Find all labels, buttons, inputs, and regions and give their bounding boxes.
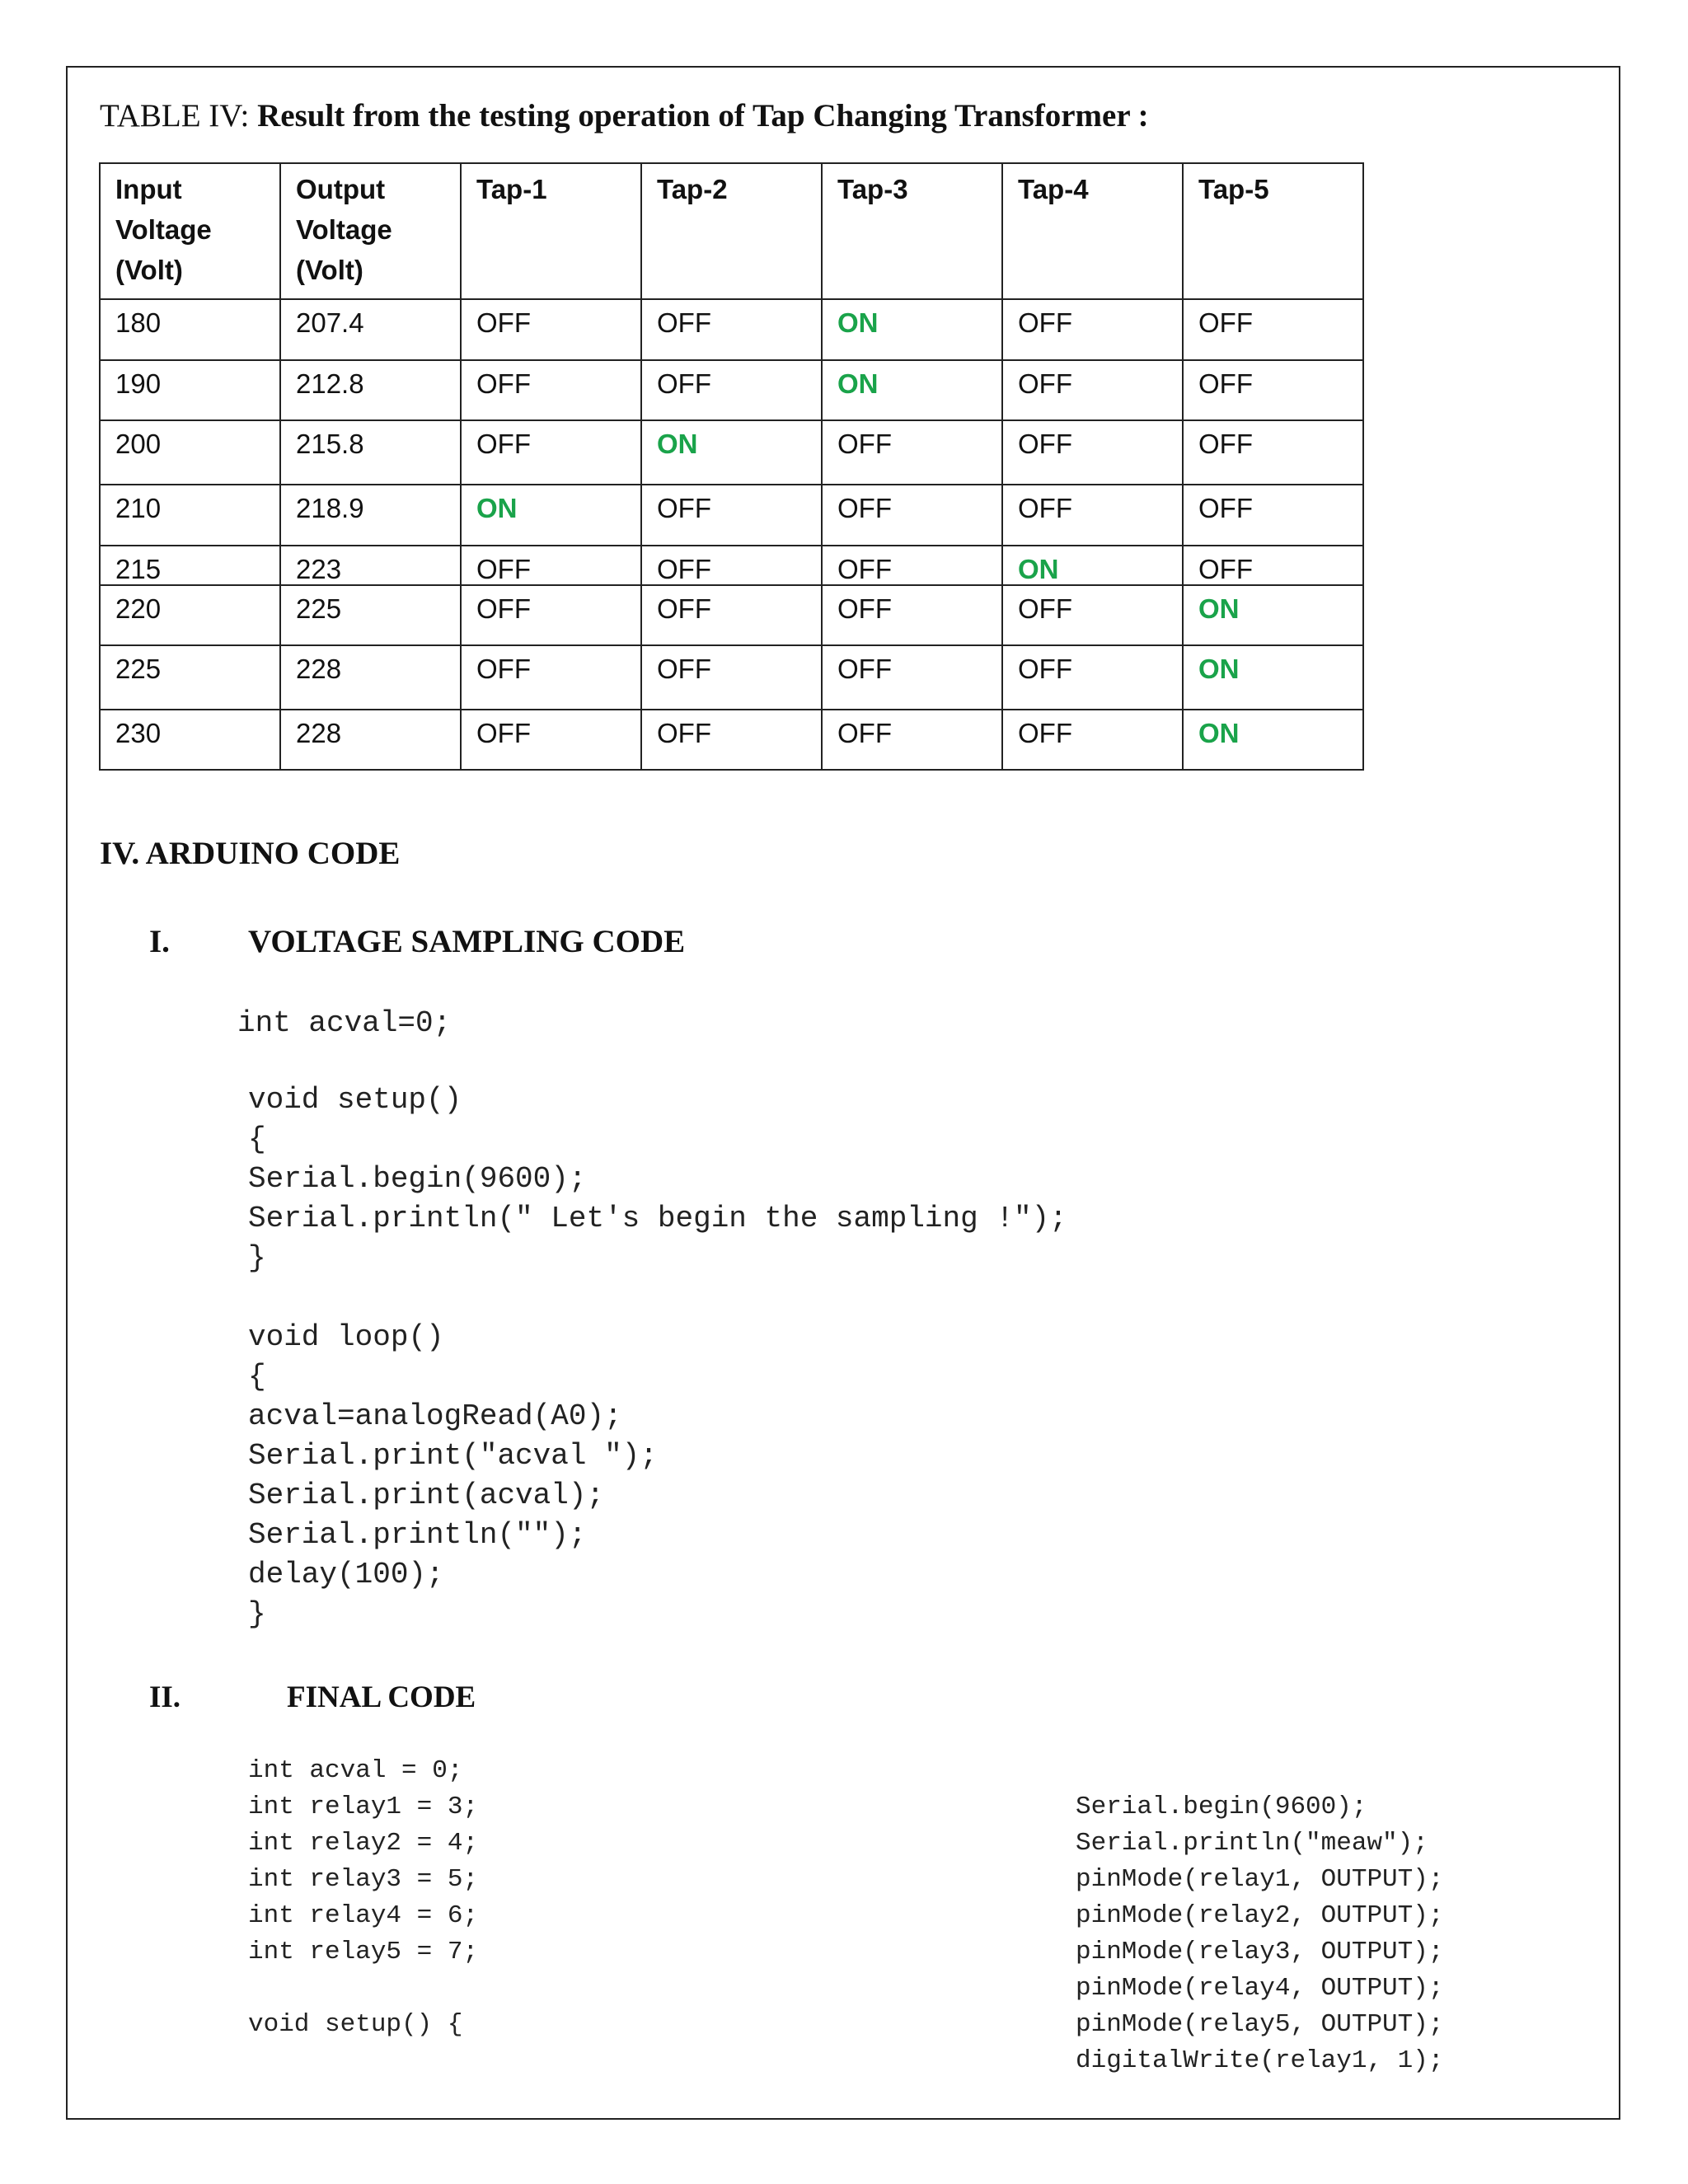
table-caption-title: Result from the testing operation of Tap Changing Transformer : (257, 98, 1149, 134)
cell-tap-4: OFF (1002, 645, 1183, 710)
code-line: pinMode(relay2, OUTPUT); (1076, 1901, 1444, 1930)
cell-input-voltage: 215 (100, 546, 280, 585)
table-row (100, 420, 1363, 485)
cell-output-voltage: 218.9 (280, 485, 461, 546)
cell-tap-5: OFF (1183, 299, 1363, 360)
cell-input-voltage: 200 (100, 420, 280, 485)
cell-tap-4: OFF (1002, 299, 1183, 360)
code-line: Serial.print(acval); (248, 1479, 605, 1512)
code-line: pinMode(relay3, OUTPUT); (1076, 1938, 1444, 1966)
cell-tap-3: OFF (822, 585, 1002, 645)
cell-input-voltage: 225 (100, 645, 280, 710)
header-tap-4: Tap-4 (1002, 163, 1183, 299)
cell-tap-3: OFF (822, 420, 1002, 485)
cell-tap-5: ON (1183, 585, 1363, 645)
table-row (100, 585, 1363, 645)
cell-tap-1: OFF (461, 420, 641, 485)
final-code-left-column (248, 1753, 478, 2043)
cell-input-voltage: 180 (100, 299, 280, 360)
cell-tap-2: OFF (641, 485, 822, 546)
cell-input-voltage: 220 (100, 585, 280, 645)
code-line: } (248, 1597, 266, 1631)
code-sample-declaration: int acval=0; (237, 1006, 452, 1040)
header-output-voltage: Output Voltage (Volt) (280, 163, 461, 299)
cell-tap-3: OFF (822, 645, 1002, 710)
cell-tap-3: OFF (822, 710, 1002, 770)
header-input-voltage: Input Voltage (Volt) (100, 163, 280, 299)
subsection-2-numeral: II. (149, 1680, 181, 1714)
code-line: int relay4 = 6; (248, 1901, 479, 1930)
cell-tap-1: ON (461, 485, 641, 546)
code-line: Serial.println("meaw"); (1076, 1829, 1428, 1858)
header-tap-3: Tap-3 (822, 163, 1002, 299)
code-line: int relay3 = 5; (248, 1865, 479, 1894)
cell-output-voltage: 225 (280, 585, 461, 645)
cell-tap-5: OFF (1183, 546, 1363, 585)
subsection-1-numeral: I. (149, 924, 170, 959)
cell-output-voltage: 212.8 (280, 360, 461, 420)
code-line: Serial.println(""); (248, 1518, 587, 1552)
cell-tap-2: OFF (641, 645, 822, 710)
code-line: acval=analogRead(A0); (248, 1399, 622, 1433)
cell-tap-2: OFF (641, 710, 822, 770)
table-row (100, 299, 1363, 360)
cell-tap-3: ON (822, 299, 1002, 360)
cell-input-voltage: 210 (100, 485, 280, 546)
cell-tap-3: OFF (822, 485, 1002, 546)
cell-tap-2: OFF (641, 585, 822, 645)
final-code-right-column (1076, 1789, 1443, 2079)
code-line: void setup() { (248, 2010, 463, 2039)
table-row (100, 485, 1363, 546)
table-caption (100, 97, 1149, 134)
cell-tap-5: OFF (1183, 360, 1363, 420)
cell-input-voltage: 190 (100, 360, 280, 420)
cell-tap-3: OFF (822, 546, 1002, 585)
header-tap-1: Tap-1 (461, 163, 641, 299)
code-line: digitalWrite(relay1, 1); (1076, 2046, 1444, 2075)
code-line (248, 1278, 1067, 1318)
code-line: void loop() (248, 1320, 444, 1354)
table-row (100, 710, 1363, 770)
header-tap-2: Tap-2 (641, 163, 822, 299)
cell-output-voltage: 228 (280, 645, 461, 710)
cell-tap-3: ON (822, 360, 1002, 420)
code-line: { (248, 1360, 266, 1394)
code-line: int relay5 = 7; (248, 1938, 479, 1966)
cell-tap-1: OFF (461, 299, 641, 360)
cell-tap-4: OFF (1002, 585, 1183, 645)
code-line: } (248, 1241, 266, 1275)
code-line: int acval = 0; (248, 1756, 463, 1785)
cell-tap-1: OFF (461, 585, 641, 645)
cell-tap-4: OFF (1002, 360, 1183, 420)
cell-tap-2: OFF (641, 360, 822, 420)
table-row (100, 360, 1363, 420)
code-line: Serial.begin(9600); (1076, 1793, 1367, 1821)
cell-tap-2: OFF (641, 299, 822, 360)
cell-tap-5: OFF (1183, 420, 1363, 485)
code-line: int relay2 = 4; (248, 1829, 479, 1858)
code-sample-block (248, 1080, 1067, 1634)
code-line: Serial.println(" Let's begin the sampling !"); (248, 1202, 1067, 1235)
results-table (99, 162, 1364, 771)
cell-output-voltage: 228 (280, 710, 461, 770)
table-row (100, 546, 1363, 585)
code-line: int relay1 = 3; (248, 1793, 479, 1821)
cell-tap-5: ON (1183, 645, 1363, 710)
section-heading: IV. ARDUINO CODE (100, 836, 401, 871)
cell-output-voltage: 223 (280, 546, 461, 585)
code-line: { (248, 1122, 266, 1156)
cell-tap-1: OFF (461, 645, 641, 710)
code-line: Serial.print("acval "); (248, 1439, 658, 1473)
cell-tap-4: OFF (1002, 485, 1183, 546)
code-line: void setup() (248, 1083, 462, 1117)
cell-tap-1: OFF (461, 360, 641, 420)
cell-tap-1: OFF (461, 710, 641, 770)
cell-tap-2: OFF (641, 546, 822, 585)
code-line: pinMode(relay4, OUTPUT); (1076, 1974, 1444, 2003)
cell-input-voltage: 230 (100, 710, 280, 770)
cell-tap-5: ON (1183, 710, 1363, 770)
subsection-1-title: VOLTAGE SAMPLING CODE (248, 924, 686, 959)
table-caption-prefix: TABLE IV: (100, 98, 250, 134)
table-body (100, 299, 1363, 770)
cell-tap-2: ON (641, 420, 822, 485)
table-header-row (100, 163, 1363, 299)
code-line: pinMode(relay5, OUTPUT); (1076, 2010, 1444, 2039)
code-line: pinMode(relay1, OUTPUT); (1076, 1865, 1444, 1894)
subsection-2-title: FINAL CODE (287, 1680, 476, 1714)
cell-output-voltage: 207.4 (280, 299, 461, 360)
cell-tap-4: ON (1002, 546, 1183, 585)
cell-output-voltage: 215.8 (280, 420, 461, 485)
code-line (248, 1971, 478, 2007)
cell-tap-1: OFF (461, 546, 641, 585)
cell-tap-4: OFF (1002, 710, 1183, 770)
header-tap-5: Tap-5 (1183, 163, 1363, 299)
table-row (100, 645, 1363, 710)
cell-tap-5: OFF (1183, 485, 1363, 546)
code-line: delay(100); (248, 1558, 444, 1591)
cell-tap-4: OFF (1002, 420, 1183, 485)
code-line: Serial.begin(9600); (248, 1162, 587, 1196)
